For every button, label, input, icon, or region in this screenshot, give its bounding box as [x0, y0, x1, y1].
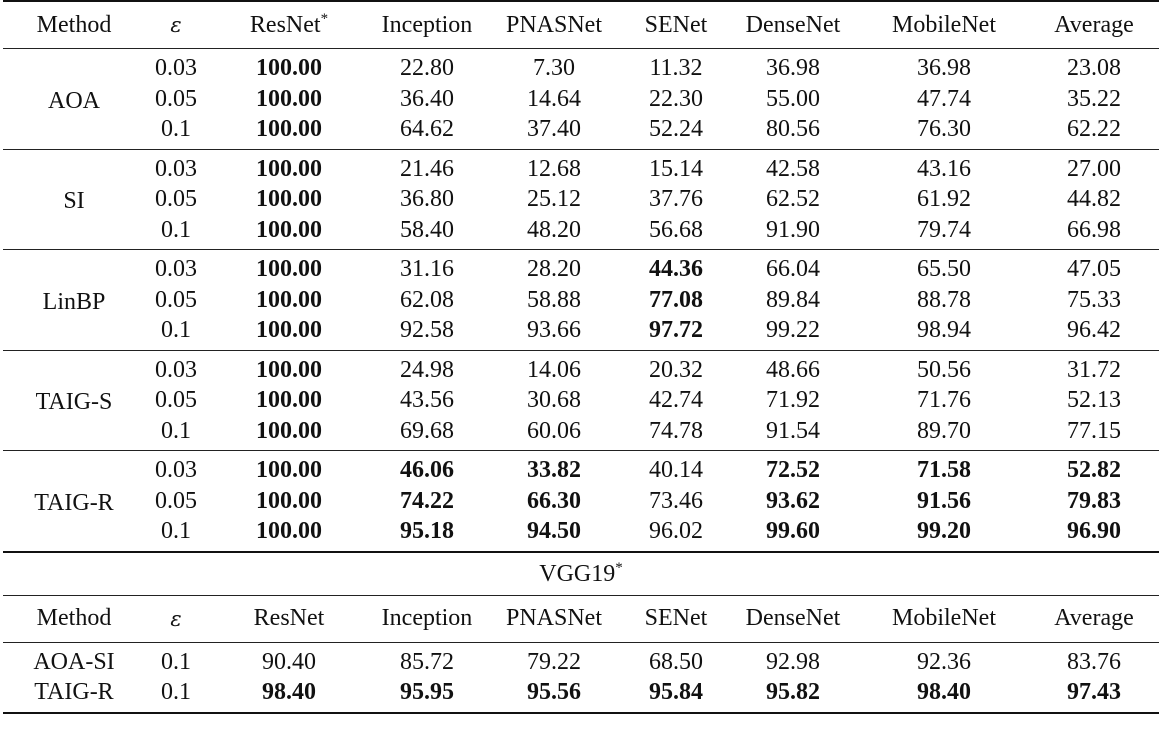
epsilon-value: 0.05 — [155, 487, 197, 514]
header-average: Average — [1054, 11, 1134, 38]
epsilon-value: 0.1 — [161, 679, 191, 706]
cell-value: 96.90 — [1067, 518, 1121, 545]
cell-value: 36.98 — [766, 55, 820, 82]
cell-value: 25.12 — [527, 186, 581, 213]
cell-value: 95.95 — [400, 679, 454, 706]
cell-value: 72.52 — [766, 457, 820, 484]
header-epsilon: ε — [170, 606, 182, 631]
epsilon-value: 0.1 — [161, 417, 191, 444]
cell-value: 31.16 — [400, 256, 454, 283]
method-label: TAIG-R — [34, 679, 114, 706]
epsilon-value: 0.03 — [155, 155, 197, 182]
cell-value: 79.22 — [527, 648, 581, 675]
cell-value: 52.13 — [1067, 387, 1121, 414]
epsilon-value: 0.05 — [155, 186, 197, 213]
epsilon-value: 0.05 — [155, 85, 197, 112]
cell-value: 99.22 — [766, 317, 820, 344]
cell-value: 21.46 — [400, 155, 454, 182]
cell-value: 71.76 — [917, 387, 971, 414]
cell-value: 66.30 — [527, 487, 581, 514]
table-row — [3, 677, 1159, 713]
cell-value: 50.56 — [917, 356, 971, 383]
cell-value: 100.00 — [256, 155, 322, 182]
cell-value: 79.74 — [917, 216, 971, 243]
cell-value: 80.56 — [766, 116, 820, 143]
method-label: TAIG-S — [35, 389, 113, 416]
header-senet: SENet — [644, 11, 708, 38]
cell-value: 66.04 — [766, 256, 820, 283]
epsilon-value: 0.05 — [155, 286, 197, 313]
table-row — [3, 385, 1159, 416]
cell-value: 93.62 — [766, 487, 820, 514]
cell-value: 24.98 — [400, 356, 454, 383]
header-method: Method — [36, 11, 112, 38]
cell-value: 43.16 — [917, 155, 971, 182]
cell-value: 48.20 — [527, 216, 581, 243]
cell-value: 98.40 — [262, 679, 316, 706]
table-row — [3, 516, 1159, 552]
cell-value: 30.68 — [527, 387, 581, 414]
cell-value: 73.46 — [649, 487, 703, 514]
epsilon-value: 0.1 — [161, 216, 191, 243]
method-label: AOA — [48, 87, 100, 114]
table-row — [3, 215, 1159, 250]
method-label: SI — [63, 188, 85, 215]
cell-value: 55.00 — [766, 85, 820, 112]
cell-value: 71.92 — [766, 387, 820, 414]
section-title-row — [3, 552, 1159, 596]
header-pnasnet: PNASNet — [505, 11, 602, 38]
cell-value: 40.14 — [649, 457, 703, 484]
table-row — [3, 486, 1159, 517]
cell-value: 98.94 — [917, 317, 971, 344]
cell-value: 7.30 — [533, 55, 575, 82]
cell-value: 91.90 — [766, 216, 820, 243]
epsilon-value: 0.1 — [161, 518, 191, 545]
header-method: Method — [36, 605, 112, 631]
cell-value: 95.84 — [649, 679, 703, 706]
cell-value: 27.00 — [1067, 155, 1121, 182]
cell-value: 100.00 — [256, 518, 322, 545]
epsilon-value: 0.03 — [155, 55, 197, 82]
cell-value: 100.00 — [256, 256, 322, 283]
header-densenet: DenseNet — [745, 11, 841, 38]
cell-value: 96.02 — [649, 518, 703, 545]
cell-value: 52.82 — [1067, 457, 1121, 484]
cell-value: 92.36 — [917, 648, 971, 675]
cell-value: 28.20 — [527, 256, 581, 283]
epsilon-value: 0.1 — [161, 317, 191, 344]
cell-value: 100.00 — [256, 487, 322, 514]
header-pnasnet: PNASNet — [505, 605, 602, 631]
epsilon-value: 0.03 — [155, 457, 197, 484]
cell-value: 100.00 — [256, 116, 322, 143]
section-title-vgg19: VGG19* — [539, 559, 623, 587]
table2-body — [3, 642, 1159, 713]
cell-value: 88.78 — [917, 286, 971, 313]
cell-value: 68.50 — [649, 648, 703, 675]
header-mobilenet: MobileNet — [892, 11, 996, 38]
table-row — [3, 84, 1159, 115]
cell-value: 89.70 — [917, 417, 971, 444]
cell-value: 22.30 — [649, 85, 703, 112]
cell-value: 100.00 — [256, 55, 322, 82]
cell-value: 95.18 — [400, 518, 454, 545]
cell-value: 42.58 — [766, 155, 820, 182]
cell-value: 74.22 — [400, 487, 454, 514]
cell-value: 100.00 — [256, 387, 322, 414]
cell-value: 69.68 — [400, 417, 454, 444]
cell-value: 95.56 — [527, 679, 581, 706]
header-resnet: ResNet — [253, 605, 325, 631]
cell-value: 36.80 — [400, 186, 454, 213]
cell-value: 98.40 — [917, 679, 971, 706]
cell-value: 79.83 — [1067, 487, 1121, 514]
table-row — [3, 285, 1159, 316]
cell-value: 44.36 — [649, 256, 703, 283]
cell-value: 100.00 — [256, 85, 322, 112]
epsilon-value: 0.03 — [155, 356, 197, 383]
cell-value: 65.50 — [917, 256, 971, 283]
table-row — [3, 114, 1159, 149]
cell-value: 15.14 — [649, 155, 703, 182]
header-densenet: DenseNet — [745, 605, 841, 631]
epsilon-value: 0.05 — [155, 387, 197, 414]
cell-value: 99.20 — [917, 518, 971, 545]
cell-value: 92.58 — [400, 317, 454, 344]
header-inception: Inception — [381, 11, 473, 38]
cell-value: 100.00 — [256, 457, 322, 484]
method-label: LinBP — [42, 288, 106, 315]
cell-value: 90.40 — [262, 648, 316, 675]
table-row — [3, 184, 1159, 215]
cell-value: 93.66 — [527, 317, 581, 344]
cell-value: 85.72 — [400, 648, 454, 675]
header-resnet: ResNet* — [249, 11, 329, 38]
cell-value: 64.62 — [400, 116, 454, 143]
cell-value: 71.58 — [917, 457, 971, 484]
cell-value: 14.64 — [527, 85, 581, 112]
cell-value: 62.08 — [400, 286, 454, 313]
cell-value: 62.22 — [1067, 116, 1121, 143]
cell-value: 77.15 — [1067, 417, 1121, 444]
attack-success-table — [3, 0, 1159, 714]
cell-value: 77.08 — [649, 286, 703, 313]
cell-value: 76.30 — [917, 116, 971, 143]
cell-value: 83.76 — [1067, 648, 1121, 675]
cell-value: 48.66 — [766, 356, 820, 383]
cell-value: 20.32 — [649, 356, 703, 383]
cell-value: 11.32 — [649, 55, 703, 82]
cell-value: 100.00 — [256, 317, 322, 344]
cell-value: 43.56 — [400, 387, 454, 414]
cell-value: 37.40 — [527, 116, 581, 143]
table1-header-row — [3, 1, 1159, 49]
cell-value: 74.78 — [649, 417, 703, 444]
cell-value: 97.72 — [649, 317, 703, 344]
header-epsilon: ε — [170, 13, 182, 37]
cell-value: 52.24 — [649, 116, 703, 143]
cell-value: 96.42 — [1067, 317, 1121, 344]
cell-value: 92.98 — [766, 648, 820, 675]
table-row — [3, 315, 1159, 350]
cell-value: 66.98 — [1067, 216, 1121, 243]
cell-value: 97.43 — [1067, 679, 1121, 706]
cell-value: 14.06 — [527, 356, 581, 383]
header-average: Average — [1054, 605, 1134, 631]
table2-header-row — [3, 595, 1159, 642]
header-senet: SENet — [644, 605, 708, 631]
header-inception: Inception — [381, 605, 473, 631]
epsilon-value: 0.1 — [161, 116, 191, 143]
cell-value: 94.50 — [527, 518, 581, 545]
cell-value: 36.40 — [400, 85, 454, 112]
cell-value: 47.05 — [1067, 256, 1121, 283]
cell-value: 47.74 — [917, 85, 971, 112]
cell-value: 100.00 — [256, 286, 322, 313]
cell-value: 58.40 — [400, 216, 454, 243]
header-mobilenet: MobileNet — [892, 605, 996, 631]
cell-value: 44.82 — [1067, 186, 1121, 213]
cell-value: 100.00 — [256, 216, 322, 243]
cell-value: 22.80 — [400, 55, 454, 82]
table1-body — [3, 49, 1159, 552]
table-row — [3, 642, 1159, 677]
cell-value: 95.82 — [766, 679, 820, 706]
cell-value: 100.00 — [256, 186, 322, 213]
cell-value: 100.00 — [256, 356, 322, 383]
table-row — [3, 49, 1159, 84]
cell-value: 56.68 — [649, 216, 703, 243]
method-label: AOA-SI — [33, 648, 115, 675]
table-row — [3, 250, 1159, 285]
cell-value: 35.22 — [1067, 85, 1121, 112]
table-row — [3, 149, 1159, 184]
cell-value: 42.74 — [649, 387, 703, 414]
cell-value: 89.84 — [766, 286, 820, 313]
cell-value: 100.00 — [256, 417, 322, 444]
cell-value: 46.06 — [400, 457, 454, 484]
method-label: TAIG-R — [34, 489, 114, 516]
epsilon-value: 0.03 — [155, 256, 197, 283]
epsilon-value: 0.1 — [161, 648, 191, 675]
cell-value: 23.08 — [1067, 55, 1121, 82]
cell-value: 37.76 — [649, 186, 703, 213]
cell-value: 31.72 — [1067, 356, 1121, 383]
table-row — [3, 451, 1159, 486]
cell-value: 62.52 — [766, 186, 820, 213]
cell-value: 60.06 — [527, 417, 581, 444]
cell-value: 36.98 — [917, 55, 971, 82]
cell-value: 75.33 — [1067, 286, 1121, 313]
table-row — [3, 416, 1159, 451]
table-row — [3, 350, 1159, 385]
cell-value: 91.54 — [766, 417, 820, 444]
cell-value: 91.56 — [917, 487, 971, 514]
cell-value: 12.68 — [527, 155, 581, 182]
cell-value: 58.88 — [527, 286, 581, 313]
cell-value: 61.92 — [917, 186, 971, 213]
cell-value: 33.82 — [527, 457, 581, 484]
cell-value: 99.60 — [766, 518, 820, 545]
